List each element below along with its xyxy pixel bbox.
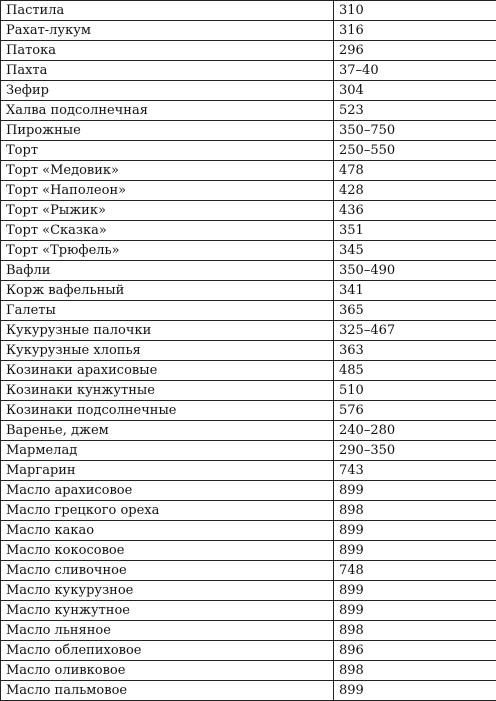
product-name-cell: Вафли bbox=[1, 261, 334, 281]
product-name-cell: Торт «Рыжик» bbox=[1, 201, 334, 221]
table-row bbox=[1, 221, 496, 241]
calorie-value-cell: 351 bbox=[334, 221, 496, 241]
calorie-value-cell: 898 bbox=[334, 621, 496, 641]
product-name-cell: Зефир bbox=[1, 81, 334, 101]
calorie-value-cell: 304 bbox=[334, 81, 496, 101]
product-name-cell: Масло арахисовое bbox=[1, 481, 334, 501]
calorie-value-cell: 748 bbox=[334, 561, 496, 581]
calorie-value-cell: 310 bbox=[334, 1, 496, 21]
product-name-cell: Козинаки подсолнечные bbox=[1, 401, 334, 421]
table-row bbox=[1, 161, 496, 181]
table-row bbox=[1, 581, 496, 601]
table-row bbox=[1, 181, 496, 201]
calorie-value-cell: 510 bbox=[334, 381, 496, 401]
calorie-value-cell: 350–750 bbox=[334, 121, 496, 141]
calorie-value-cell: 345 bbox=[334, 241, 496, 261]
calorie-value-cell: 436 bbox=[334, 201, 496, 221]
table-row bbox=[1, 1, 496, 21]
product-name-cell: Корж вафельный bbox=[1, 281, 334, 301]
calorie-value-cell: 485 bbox=[334, 361, 496, 381]
product-name-cell: Пахта bbox=[1, 61, 334, 81]
table-row bbox=[1, 141, 496, 161]
calorie-value-cell: 341 bbox=[334, 281, 496, 301]
calorie-value-cell: 365 bbox=[334, 301, 496, 321]
product-name-cell: Масло кунжутное bbox=[1, 601, 334, 621]
product-name-cell: Мармелад bbox=[1, 441, 334, 461]
product-name-cell: Пастила bbox=[1, 1, 334, 21]
calorie-value-cell: 898 bbox=[334, 661, 496, 681]
table-row bbox=[1, 121, 496, 141]
calorie-value-cell: 316 bbox=[334, 21, 496, 41]
table-row bbox=[1, 621, 496, 641]
calorie-value-cell: 478 bbox=[334, 161, 496, 181]
product-name-cell: Галеты bbox=[1, 301, 334, 321]
product-name-cell: Торт «Наполеон» bbox=[1, 181, 334, 201]
calorie-value-cell: 350–490 bbox=[334, 261, 496, 281]
table-row bbox=[1, 421, 496, 441]
calorie-value-cell: 240–280 bbox=[334, 421, 496, 441]
calorie-value-cell: 899 bbox=[334, 601, 496, 621]
calorie-value-cell: 899 bbox=[334, 541, 496, 561]
table-row bbox=[1, 281, 496, 301]
calorie-value-cell: 898 bbox=[334, 501, 496, 521]
table-row bbox=[1, 561, 496, 581]
calorie-value-cell: 899 bbox=[334, 581, 496, 601]
calorie-value-cell: 523 bbox=[334, 101, 496, 121]
table-row bbox=[1, 641, 496, 661]
table-row bbox=[1, 41, 496, 61]
product-name-cell: Рахат-лукум bbox=[1, 21, 334, 41]
table-row bbox=[1, 501, 496, 521]
table-row bbox=[1, 361, 496, 381]
product-name-cell: Торт «Медовик» bbox=[1, 161, 334, 181]
calorie-value-cell: 363 bbox=[334, 341, 496, 361]
calorie-value-cell: 896 bbox=[334, 641, 496, 661]
table-row bbox=[1, 321, 496, 341]
product-name-cell: Торт bbox=[1, 141, 334, 161]
calorie-value-cell: 743 bbox=[334, 461, 496, 481]
calorie-value-cell: 290–350 bbox=[334, 441, 496, 461]
calorie-value-cell: 250–550 bbox=[334, 141, 496, 161]
product-name-cell: Кукурузные хлопья bbox=[1, 341, 334, 361]
product-name-cell: Козинаки арахисовые bbox=[1, 361, 334, 381]
calorie-value-cell: 576 bbox=[334, 401, 496, 421]
calorie-value-cell: 325–467 bbox=[334, 321, 496, 341]
product-name-cell: Масло какао bbox=[1, 521, 334, 541]
product-name-cell: Масло сливочное bbox=[1, 561, 334, 581]
calorie-value-cell: 296 bbox=[334, 41, 496, 61]
table-row bbox=[1, 381, 496, 401]
table-row bbox=[1, 521, 496, 541]
table-row bbox=[1, 441, 496, 461]
calorie-value-cell: 37–40 bbox=[334, 61, 496, 81]
table-row bbox=[1, 61, 496, 81]
table-row bbox=[1, 241, 496, 261]
product-name-cell: Козинаки кунжутные bbox=[1, 381, 334, 401]
table-row bbox=[1, 401, 496, 421]
product-name-cell: Масло льняное bbox=[1, 621, 334, 641]
product-name-cell: Масло кокосовое bbox=[1, 541, 334, 561]
product-name-cell: Пирожные bbox=[1, 121, 334, 141]
product-name-cell: Масло грецкого ореха bbox=[1, 501, 334, 521]
product-name-cell: Кукурузные палочки bbox=[1, 321, 334, 341]
calorie-value-cell: 899 bbox=[334, 681, 496, 701]
product-name-cell: Халва подсолнечная bbox=[1, 101, 334, 121]
table-row bbox=[1, 481, 496, 501]
table-row bbox=[1, 541, 496, 561]
table-body bbox=[1, 1, 496, 701]
product-name-cell: Масло кукурузное bbox=[1, 581, 334, 601]
table-row bbox=[1, 661, 496, 681]
table-row bbox=[1, 21, 496, 41]
product-name-cell: Торт «Сказка» bbox=[1, 221, 334, 241]
table-row bbox=[1, 461, 496, 481]
table-row bbox=[1, 261, 496, 281]
product-name-cell: Масло пальмовое bbox=[1, 681, 334, 701]
table-row bbox=[1, 601, 496, 621]
table-row bbox=[1, 81, 496, 101]
calorie-value-cell: 899 bbox=[334, 521, 496, 541]
table-row bbox=[1, 681, 496, 701]
product-name-cell: Патока bbox=[1, 41, 334, 61]
product-name-cell: Масло оливковое bbox=[1, 661, 334, 681]
product-name-cell: Торт «Трюфель» bbox=[1, 241, 334, 261]
calorie-value-cell: 428 bbox=[334, 181, 496, 201]
table-row bbox=[1, 201, 496, 221]
table-row bbox=[1, 341, 496, 361]
table-row bbox=[1, 101, 496, 121]
product-name-cell: Масло облепиховое bbox=[1, 641, 334, 661]
product-name-cell: Маргарин bbox=[1, 461, 334, 481]
table-row bbox=[1, 301, 496, 321]
product-name-cell: Варенье, джем bbox=[1, 421, 334, 441]
calorie-value-cell: 899 bbox=[334, 481, 496, 501]
